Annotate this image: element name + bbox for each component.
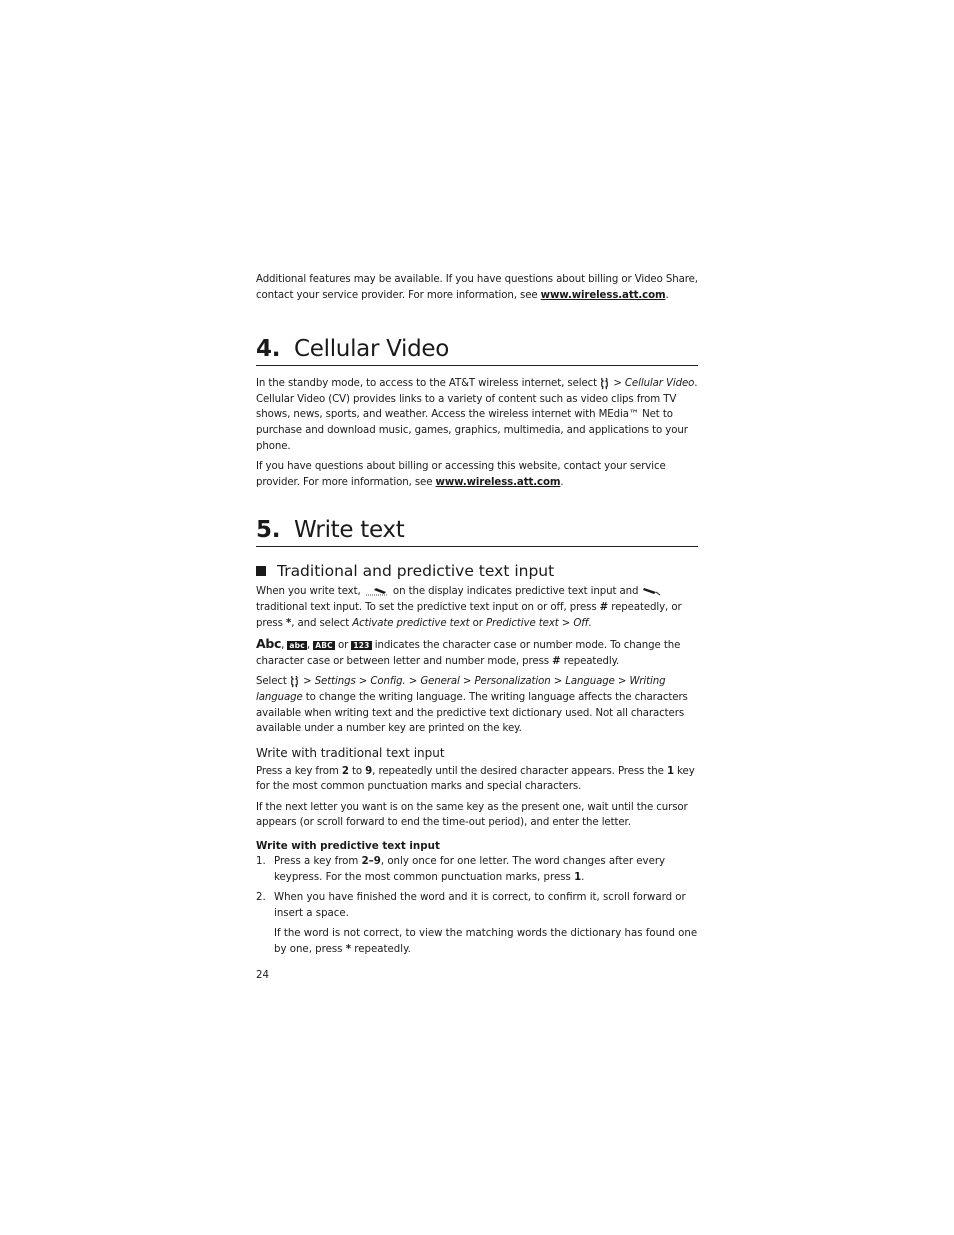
mode-abc-upper-icon: ABC	[315, 640, 333, 650]
intro-text: Additional features may be available. If you have questions about billing or Video Share, contact your service provider. For more information, see	[256, 274, 698, 301]
ch5-p2-sep1: ,	[281, 640, 288, 652]
step-2-b1: If the word is not correct, to view the matching words the dictionary has found one by one, press	[274, 928, 698, 956]
ch5-paragraph-1	[256, 584, 698, 631]
list-item	[256, 854, 698, 885]
page-number: 24	[256, 969, 269, 981]
key-9: 9	[365, 765, 373, 777]
step-1-b: , only once for one letter. The word changes after every keypress. For the most common punctuation marks, press	[274, 856, 666, 883]
ch5-p2-or: or	[334, 640, 352, 652]
list-item	[256, 890, 698, 957]
ch4-p1-sep: >	[610, 378, 625, 390]
step-2-a: When you have finished the word and it is correct, to confirm it, scroll forward or insert a space.	[274, 892, 686, 919]
key-1: 1	[666, 765, 674, 777]
intro-text-end: .	[665, 289, 669, 301]
key-1-b: 1	[574, 871, 582, 883]
section-heading	[256, 561, 698, 581]
option-activate-predictive: Activate predictive text	[352, 617, 470, 629]
settings-menu-path: Settings > Config. > General > Personalization > Language > Writing language	[256, 676, 666, 703]
intro-link[interactable]: www.wireless.att.com	[540, 289, 666, 301]
mode-abc-lower-icon: abc	[289, 640, 305, 650]
traditional-paragraph-2: If the next letter you want is on the same key as the present one, wait until the cursor appears (or scroll forward to end the time-out period), and enter the letter.	[256, 801, 688, 829]
step-number: 2.	[256, 892, 266, 904]
option-predictive-off: Predictive text > Off	[486, 617, 589, 629]
hash-key: #	[599, 601, 609, 613]
ch5-p1-text-b: on the display indicates predictive text input and	[389, 586, 642, 598]
step-body	[274, 890, 698, 957]
trad-p1-a: Press a key from	[256, 765, 342, 777]
section-bullet-icon	[256, 566, 266, 576]
chapter-5-number: 5.	[256, 517, 281, 544]
ch5-p2-end: repeatedly.	[560, 655, 620, 667]
ch4-link[interactable]: www.wireless.att.com	[435, 476, 561, 488]
ch4-p1-rest: . Cellular Video (CV) provides links to a variety of content such as video clips from TV shows, news, sports, and weather. Access the wireless internet with MEdia™ Net to purchase and download music, games, graphics, multimedia, and applications to your phone.	[256, 378, 698, 452]
trad-p1-b: to	[348, 765, 366, 777]
keys-2-9: 2–9	[361, 856, 381, 868]
subheading-traditional: Write with traditional text input	[256, 745, 445, 760]
chapter-5-heading	[256, 516, 698, 547]
ch5-p3-rest: to change the writing language. The writing language affects the characters available when writing text and the predictive text dictionary used. Not all characters available under a number key are printed on the key.	[256, 691, 688, 735]
step-2-note	[274, 926, 698, 957]
traditional-paragraph-1	[256, 764, 698, 795]
step-body	[274, 854, 698, 885]
hash-key-2: #	[552, 655, 561, 667]
ch4-p2-text: If you have questions about billing or accessing this website, contact your service provider. For more information, see	[256, 461, 666, 488]
chapter-4-paragraph-2	[256, 459, 698, 490]
ch4-menu-path: Cellular Video	[624, 378, 695, 390]
manual-page	[256, 272, 698, 981]
ch5-p1-text-c: traditional text input. To set the predictive text input on or off, press	[256, 601, 600, 613]
mode-123-icon: 123	[353, 640, 370, 650]
section-title: Traditional and predictive text input	[277, 562, 555, 581]
ch5-p1-text-f: or	[469, 617, 487, 629]
ch5-p1-text: When you write text,	[256, 586, 364, 598]
menu-icon-2	[290, 675, 300, 688]
step-1-a: Press a key from	[274, 856, 362, 868]
subheading-predictive: Write with predictive text input	[256, 840, 440, 853]
ch5-p1-text-d: repeatedly, or press	[256, 601, 682, 629]
ch5-paragraph-2	[256, 636, 698, 669]
ch5-p1-text-g: .	[588, 617, 592, 629]
step-number: 1.	[256, 856, 266, 868]
chapter-4-title: Cellular Video	[294, 336, 450, 363]
step-2-b2: repeatedly.	[351, 944, 411, 956]
ch5-p3-text: Select	[256, 676, 290, 688]
chapter-4-number: 4.	[256, 336, 281, 363]
predictive-steps-list	[256, 854, 698, 958]
key-2: 2	[341, 765, 349, 777]
trad-p1-d: key for the most common punctuation marks and special characters.	[256, 765, 695, 793]
star-key-2: *	[345, 944, 352, 956]
ch4-p2-end: .	[560, 476, 564, 488]
chapter-4-heading	[256, 335, 698, 366]
chapter-4-paragraph-1	[256, 376, 698, 454]
step-1-c: .	[581, 871, 585, 883]
trad-p1-c: , repeatedly until the desired character appears. Press the	[372, 765, 667, 777]
intro-paragraph	[256, 272, 698, 303]
menu-icon	[600, 377, 610, 390]
ch5-paragraph-3: Select > Settings > Config. > General > Personalization > Language > Writing language to change the writing language. The writing language affects the characters available when writing text and the predictive text dictionary used. Not all characters available under a number key are printed on the key.	[256, 676, 688, 735]
predictive-pen-icon	[364, 586, 390, 596]
traditional-pen-icon	[642, 586, 668, 596]
ch5-p1-text-e: , and select	[291, 617, 353, 629]
mode-abc-sentence-icon: Abc	[256, 636, 282, 652]
ch5-p2-sep2: ,	[306, 640, 314, 652]
ch4-p1-text: In the standby mode, to access to the AT&T wireless internet, select	[256, 378, 601, 390]
star-key: *	[285, 617, 292, 629]
ch5-p2-text: indicates the character case or number mode. To change the character case or between letter and number mode, press	[256, 640, 681, 667]
chapter-5-title: Write text	[294, 517, 405, 544]
